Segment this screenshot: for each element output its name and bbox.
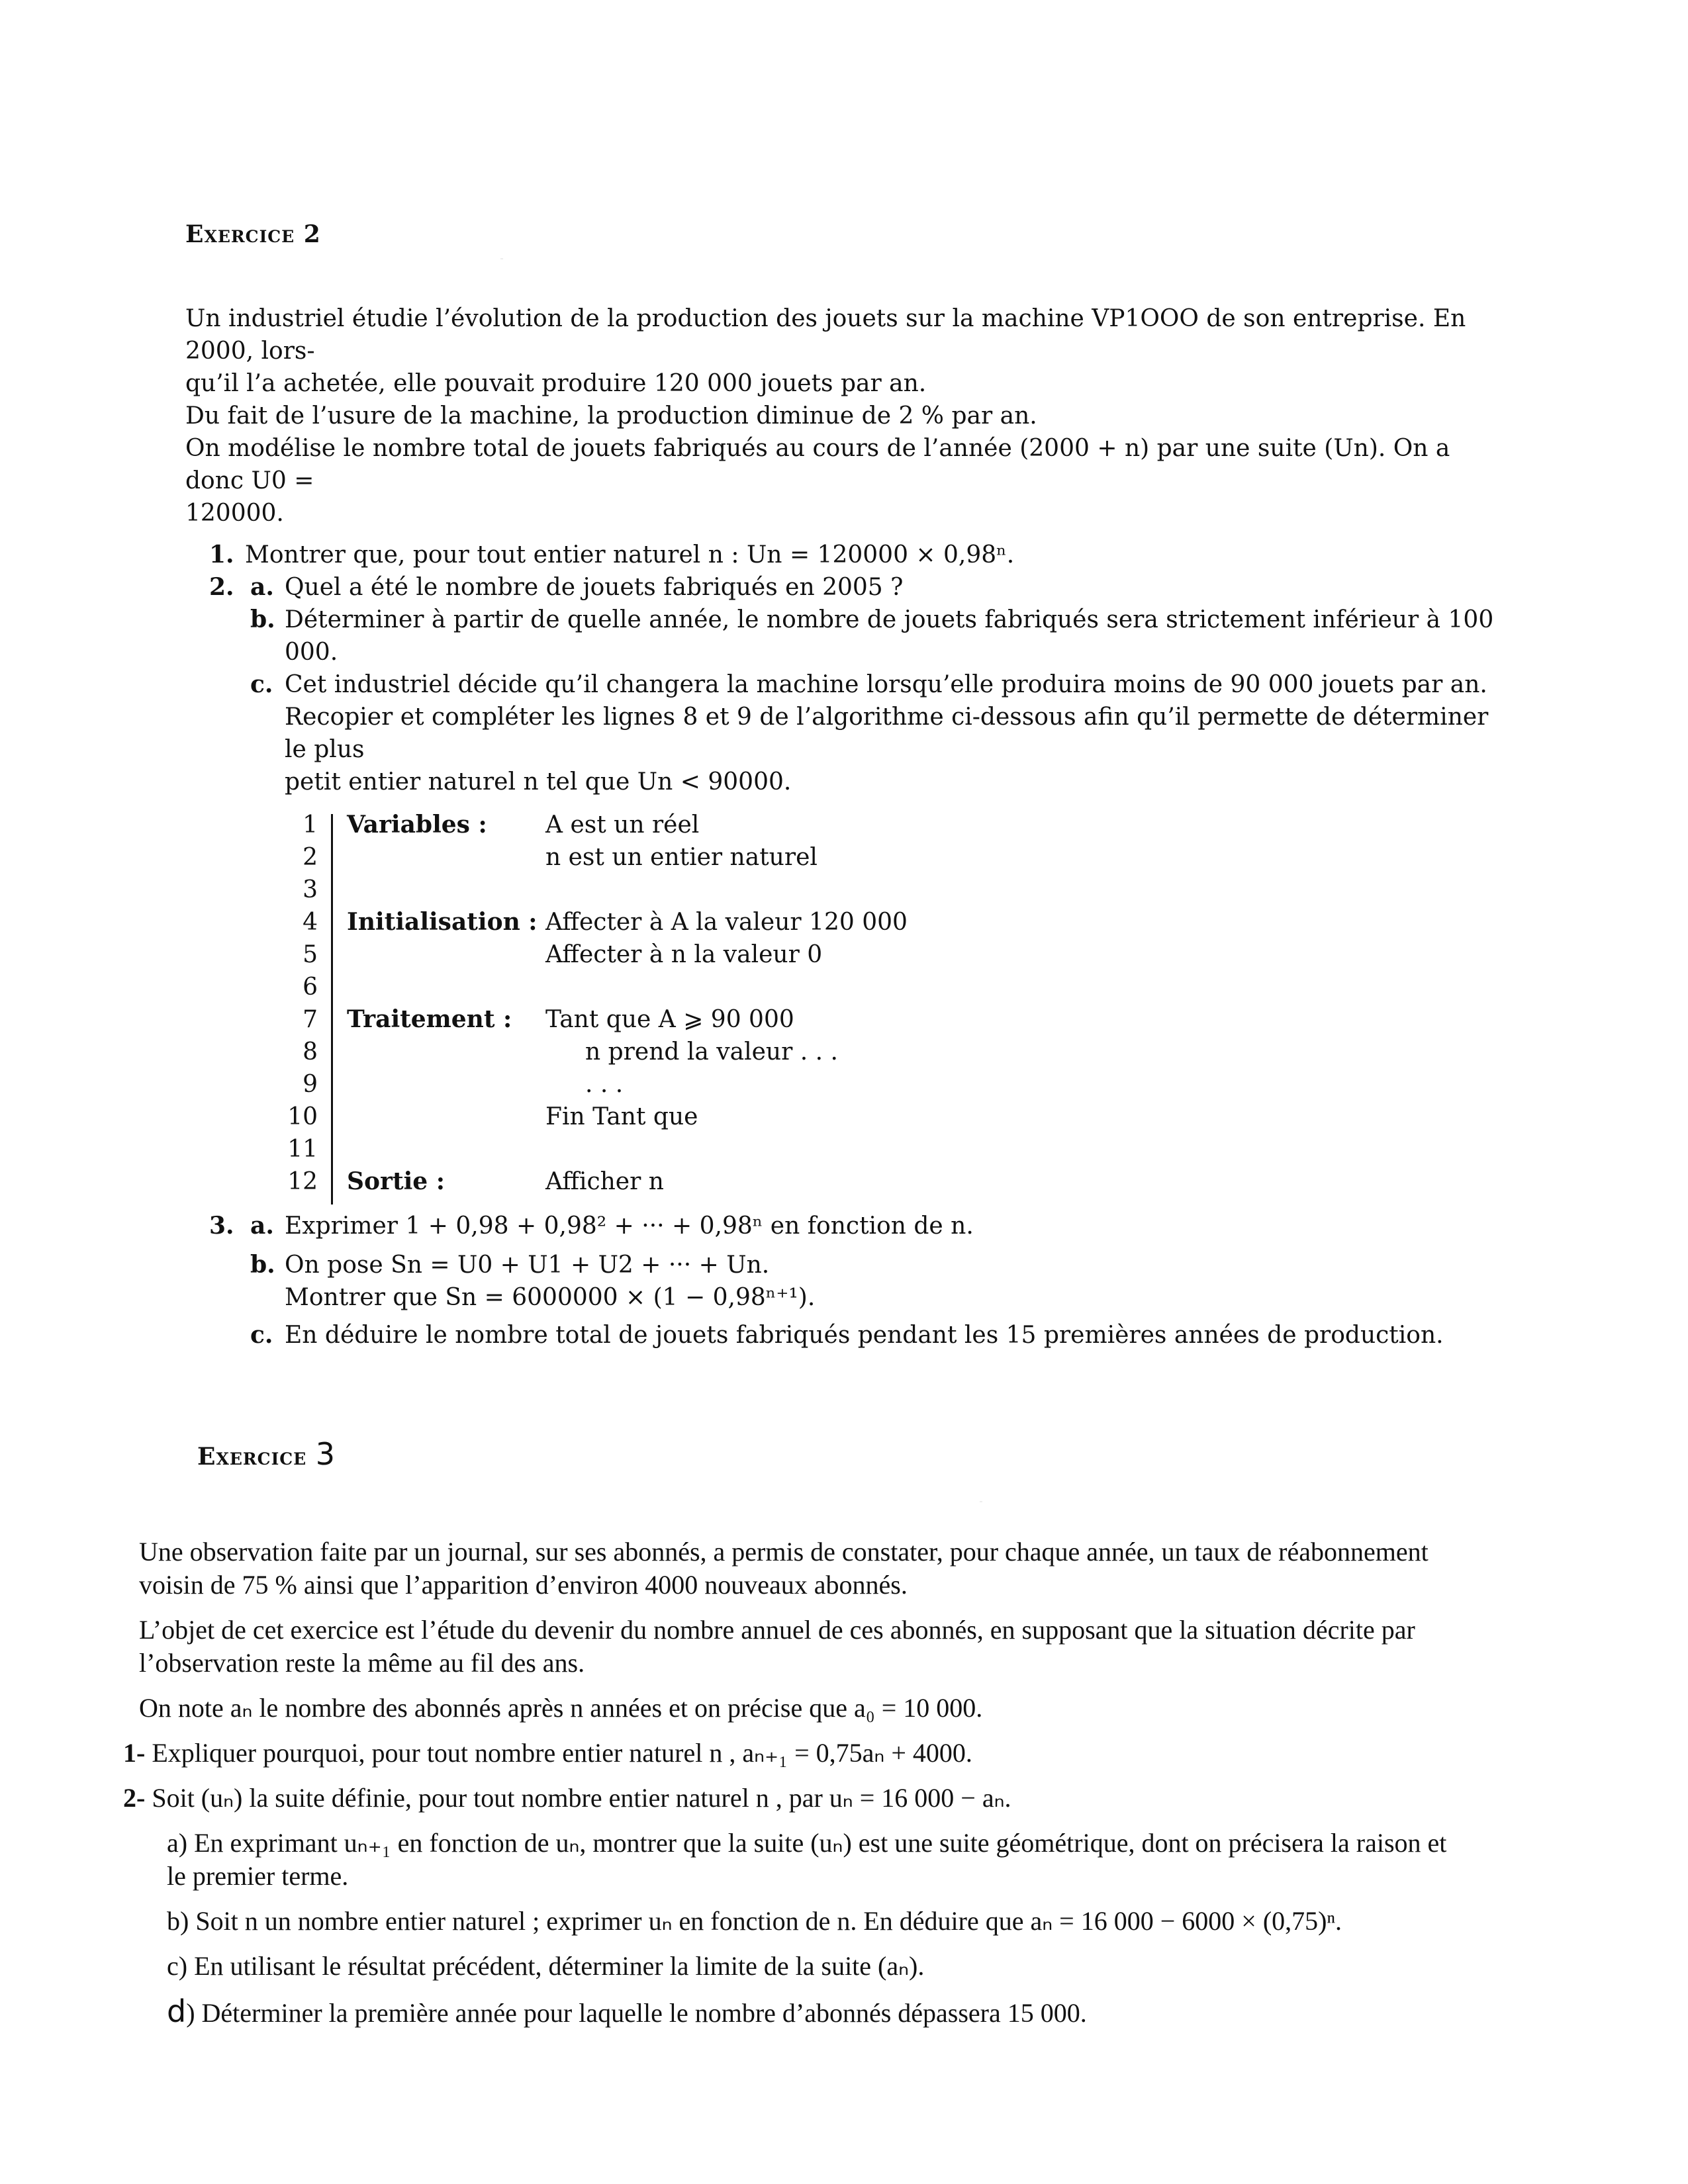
scan-speck — [500, 258, 503, 259]
question-2a — [185, 571, 1509, 604]
algorithm-line: Fin Tant que — [545, 1103, 698, 1130]
sub-question-label: b. — [250, 1251, 275, 1279]
line-number: 11 — [287, 1136, 318, 1163]
line-number: 2 — [303, 844, 318, 871]
algorithm-line: Affecter à A la valeur 120 000 — [545, 909, 908, 936]
line-number: 1 — [303, 811, 318, 839]
algorithm-line: Tant que A ⩾ 90 000 — [545, 1006, 794, 1033]
question-1 — [185, 539, 1509, 571]
sub-question-label: a. — [250, 573, 274, 601]
algorithm-label-init: Initialisation : — [347, 908, 538, 936]
intro-line: 120000. — [185, 500, 284, 527]
question-2c: c) En utilisant le résultat précédent, déterminer la limite de la suite (aₙ). — [167, 1951, 925, 1981]
sub-question-label: c. — [250, 670, 273, 698]
intro-line: On modélise le nombre total de jouets fabriqués au cours de l’année (2000 + n) par une suite (Un). On a donc U0 = — [185, 435, 1450, 494]
question-number: 3. — [209, 1212, 234, 1240]
line-number: 8 — [303, 1038, 318, 1066]
question-text: Expliquer pourquoi, pour tout nombre entier naturel n , aₙ₊₁ = 0,75aₙ + 4000. — [152, 1738, 972, 1768]
line-number: 5 — [303, 941, 318, 968]
algorithm-line: . . . — [585, 1071, 624, 1098]
question-text: Soit (uₙ) la suite définie, pour tout nombre entier naturel n , par uₙ = 16 000 − aₙ. — [152, 1783, 1011, 1813]
question-text: petit entier naturel n tel que Un < 90000. — [285, 768, 792, 796]
question-text: Déterminer à partir de quelle année, le nombre de jouets fabriqués sera strictement inférieur à 100 000. — [285, 606, 1494, 666]
question-text: ) Déterminer la première année pour laquelle le nombre d’abonnés dépassera 15 000. — [186, 1998, 1087, 2028]
algorithm-line: n prend la valeur . . . — [585, 1038, 838, 1066]
question-text: Exprimer 1 + 0,98 + 0,98² + ··· + 0,98ⁿ en fonction de n. — [285, 1212, 974, 1240]
question-number: 1- — [123, 1738, 146, 1768]
question-text: Recopier et compléter les lignes 8 et 9 de l’algorithme ci-dessous afin qu’il permette de déterminer le plus — [285, 704, 1489, 763]
question-2c — [185, 668, 1509, 798]
line-number: 3 — [303, 876, 318, 903]
question-2b: b) Soit n un nombre entier naturel ; exprimer uₙ en fonction de n. En déduire que aₙ = 16 000 − 6000 × (0,75)ⁿ. — [167, 1906, 1342, 1936]
question-text: Cet industriel décide qu’il changera la machine lorsqu’elle produira moins de 90 000 jouets par an. — [285, 671, 1487, 698]
algorithm-line: A est un réel — [545, 811, 700, 839]
exercise-3-title — [197, 1436, 336, 1472]
algorithm-line: Affecter à n la valeur 0 — [545, 941, 823, 968]
line-number: 7 — [303, 1006, 318, 1033]
question-2 — [123, 1782, 1470, 1815]
question-3a — [185, 1210, 1509, 1242]
question-3b — [185, 1249, 1509, 1314]
question-number: 2. — [209, 573, 234, 601]
line-number: 10 — [287, 1103, 318, 1130]
algorithm-line: Afficher n — [545, 1168, 664, 1195]
algorithm-label-variables: Variables : — [347, 811, 487, 839]
scan-speck — [980, 1501, 982, 1502]
sub-question-label: c. — [250, 1321, 273, 1349]
paragraph: On note aₙ le nombre des abonnés après n années et on précise que a₀ = 10 000. — [139, 1693, 983, 1723]
exercise-3-title-number: 3 — [315, 1436, 336, 1472]
exercise-2 — [185, 218, 1509, 1351]
sub-question-label: b. — [250, 606, 275, 633]
algorithm-line: n est un entier naturel — [545, 844, 818, 871]
question-number: 2- — [123, 1783, 146, 1813]
line-number: 4 — [303, 909, 318, 936]
exercise-2-intro — [185, 302, 1509, 529]
question-1 — [123, 1737, 1470, 1770]
sub-question-letter: d — [167, 1993, 187, 2029]
question-2b — [185, 604, 1509, 668]
exercise-3-title-word: Exercice — [197, 1443, 307, 1471]
question-2d — [139, 1995, 1470, 2030]
line-number: 12 — [287, 1168, 318, 1195]
algorithm-label-sortie: Sortie : — [347, 1167, 445, 1195]
exercise-3 — [123, 1535, 1470, 2030]
question-text: Montrer que Sn = 6000000 × (1 − 0,98ⁿ⁺¹). — [285, 1284, 816, 1311]
question-text: Montrer que, pour tout entier naturel n : Un = 120000 × 0,98ⁿ. — [245, 541, 1015, 569]
intro-line: Du fait de l’usure de la machine, la production diminue de 2 % par an. — [185, 402, 1037, 430]
intro-line: Un industriel étudie l’évolution de la production des jouets sur la machine VP1OOO de son entreprise. En 2000, lors- — [185, 305, 1466, 365]
line-number: 9 — [303, 1071, 318, 1098]
question-text: On pose Sn = U0 + U1 + U2 + ··· + Un. — [285, 1251, 770, 1279]
question-3c — [185, 1319, 1509, 1351]
line-number: 6 — [303, 974, 318, 1001]
question-text: Quel a été le nombre de jouets fabriqués en 2005 ? — [285, 574, 904, 601]
question-2a: a) En exprimant uₙ₊₁ en fonction de uₙ, montrer que la suite (uₙ) est une suite géométrique, dont on précisera la raison et le premier terme. — [167, 1828, 1447, 1891]
question-number: 1. — [209, 541, 234, 569]
paragraph: L’objet de cet exercice est l’étude du devenir du nombre annuel de ces abonnés, en supposant que la situation décrite par l’observation reste la même au fil des ans. — [139, 1615, 1415, 1678]
algorithm-divider — [331, 814, 333, 1205]
algorithm-label-traitement: Traitement : — [347, 1005, 512, 1033]
paragraph: Une observation faite par un journal, sur ses abonnés, a permis de constater, pour chaque année, un taux de réabonnement voisin de 75 % ainsi que l’apparition d’environ 4000 nouveaux abonnés. — [139, 1537, 1429, 1600]
intro-line: qu’il l’a achetée, elle pouvait produire 120 000 jouets par an. — [185, 370, 927, 397]
algorithm-table — [285, 809, 1509, 1205]
sub-question-label: a. — [250, 1212, 274, 1240]
exercise-2-title: Exercice 2 — [185, 220, 321, 248]
question-text: En déduire le nombre total de jouets fabriqués pendant les 15 premières années de production. — [285, 1322, 1444, 1349]
